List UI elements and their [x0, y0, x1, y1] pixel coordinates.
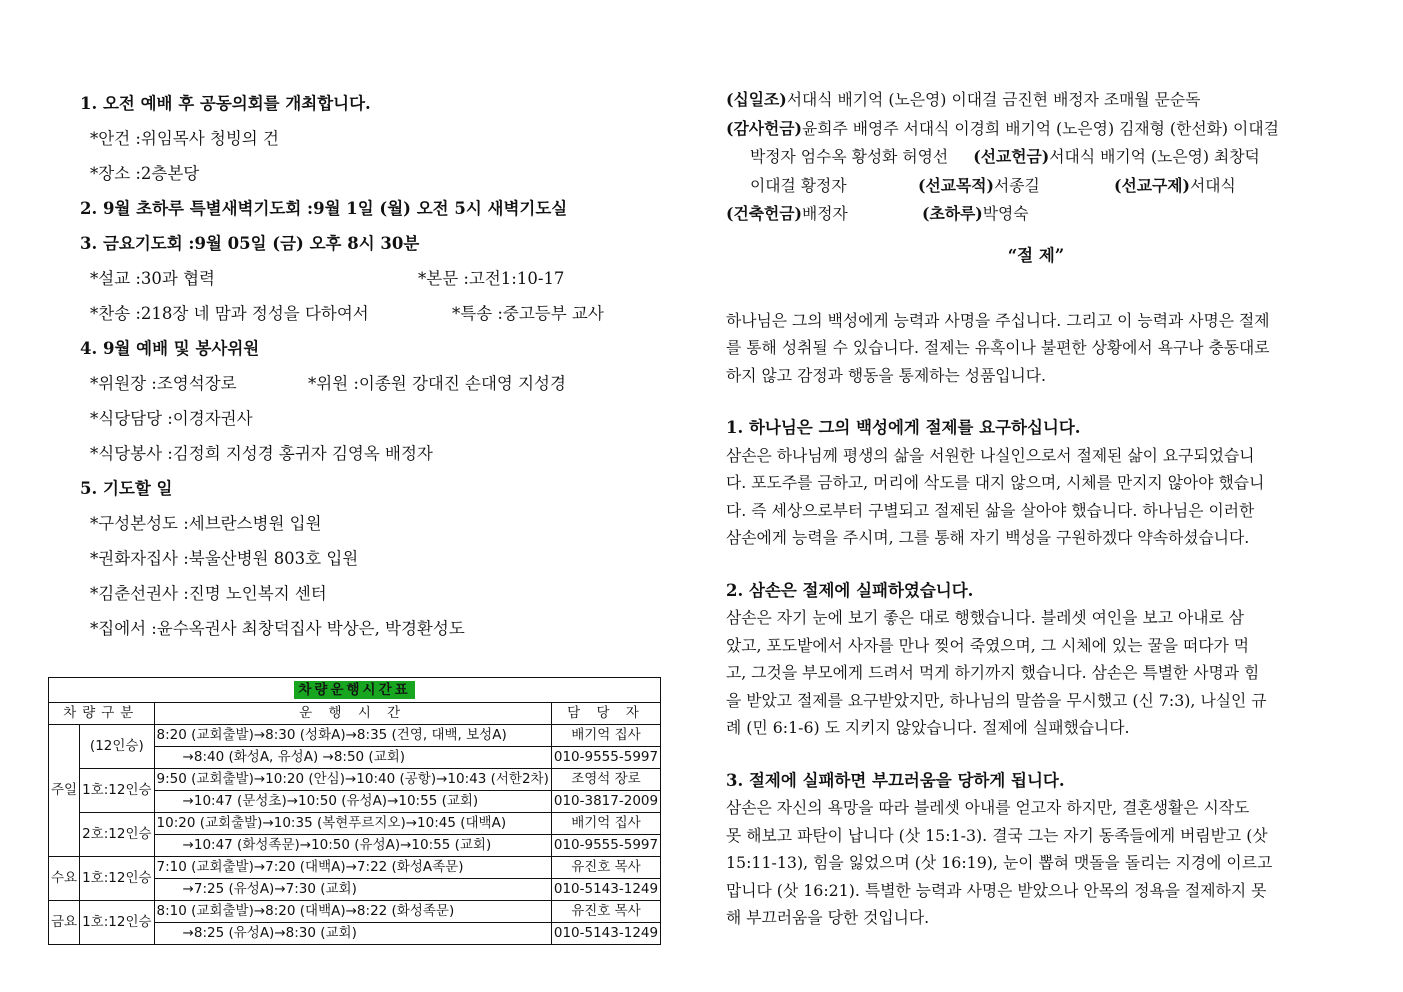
thanks-names: 윤희주 배영주 서대식 이경희 배기억 (노은영) 김재형 (한선화) 이대걸: [802, 118, 1279, 138]
paragraph-line: 다. 포도주를 금하고, 머리에 삭도를 대지 않으며, 시체를 만지지 않아야 했습니: [726, 473, 1265, 492]
vehicle-cell: 2호:12인승: [80, 813, 154, 857]
time-cell: 8:10 (교회출발)→8:20 (대백A)→8:22 (화성족문): [154, 901, 551, 923]
paragraph-line: 해 부끄러움을 당한 것입니다.: [726, 908, 930, 927]
time-cell: →10:47 (문성초)→10:50 (유성A)→10:55 (교회): [154, 791, 551, 813]
section-2-body: [726, 604, 1346, 742]
paragraph-line: 다. 즉 세상으로부터 구별되고 절제된 삶을 살아야 했습니다. 하나님은 이러한: [726, 500, 1255, 520]
kitchen-manager: *식당담당 :이경자권사: [90, 409, 253, 428]
day-wednesday: 수요: [49, 857, 80, 901]
paragraph-line: 삼손은 하나님께 평생의 삶을 서원한 나실인으로서 절제된 삶이 요구되었습니: [726, 445, 1255, 465]
purpose-names: 서종길: [994, 175, 1040, 195]
time-cell: →10:47 (화성족문)→10:50 (유성A)→10:55 (교회): [154, 835, 551, 857]
thanks-line: [726, 115, 1346, 144]
vehicle-cell: 1호:12인승: [80, 857, 154, 901]
paragraph-line: 못 해보고 파탄이 납니다 (삿 15:1-3). 결국 그는 자기 동족들에게 버림받고 (삿: [726, 825, 1268, 845]
table-row: [49, 725, 661, 747]
building-line: [726, 200, 1346, 229]
tithe-line: [726, 86, 1346, 115]
paragraph-line: 았고, 포도밭에서 사자를 만나 찢어 죽였으며, 그 시체에 있는 꿀을 떠다가 먹: [726, 635, 1250, 655]
day-sunday: 주일: [49, 725, 80, 857]
table-header-row: [49, 703, 661, 725]
table-row: [49, 813, 661, 835]
paragraph-line: 을 받았고 절제를 요구받았지만, 하나님의 말씀을 무시했고 (신 7:3), 나실인 규: [726, 690, 1267, 710]
header-time: 운 행 시 간: [154, 703, 551, 725]
firstday-label: (초하루): [922, 204, 983, 223]
section-3-body: [726, 794, 1346, 932]
time-cell: →7:25 (유성A)→7:30 (교회): [154, 879, 551, 901]
table-title-row: [49, 678, 661, 703]
paragraph-line: 15:11-13), 힘을 잃었으며 (삿 16:19), 눈이 뽑혀 맷돌을 돌리는 지경에 이르고: [726, 853, 1273, 872]
building-label: (건축헌금): [726, 204, 802, 223]
section-2-title: 2. 삼손은 절제에 실패하였습니다.: [726, 580, 974, 600]
time-cell: 7:10 (교회출발)→7:20 (대백A)→7:22 (화성A족문): [154, 857, 551, 879]
paragraph-line: 고, 그것을 부모에게 드려서 먹게 하기까지 했습니다. 삼손은 특별한 사명과 힘: [726, 663, 1260, 682]
time-cell: →8:25 (유성A)→8:30 (교회): [154, 923, 551, 945]
relief-names: 서대식: [1190, 175, 1236, 195]
kitchen-servers: *식당봉사 :김정희 지성경 홍귀자 김영옥 배정자: [90, 444, 433, 463]
tithe-names: 서대식 배기억 (노은영) 이대걸 금진현 배정자 조매월 문순독: [786, 90, 1201, 109]
phone-cell: 010-3817-2009: [551, 791, 660, 813]
sermon-intro: [726, 307, 1346, 390]
mission-names: 서대식 배기억 (노은영) 최창덕: [1049, 147, 1260, 166]
paragraph-line: 삼손에게 능력을 주시며, 그를 통해 자기 백성을 구원하겠다 약속하셨습니다.: [726, 528, 1250, 547]
paragraph-line: 맙니다 (삿 16:21). 특별한 능력과 사명은 받았으나 안목의 정욕을 절제하지 못: [726, 880, 1267, 900]
sermon-topic: *설교 :30과 협력: [90, 269, 215, 288]
paragraph-line: 하지 않고 감정과 행동을 통제하는 성품입니다.: [726, 365, 1047, 385]
header-vehicle: 차량구분: [49, 703, 155, 725]
sermon-text: *본문 :고전1:10-17: [418, 269, 565, 288]
vehicle-cell: (12인승): [80, 725, 154, 769]
time-cell: 10:20 (교회출발)→10:35 (복현푸르지오)→10:45 (대백A): [154, 813, 551, 835]
prayer-item-4: *집에서 :윤수옥권사 최창덕집사 박상은, 박경환성도: [90, 619, 465, 638]
right-column: [726, 86, 1346, 932]
phone-cell: 010-5143-1249: [551, 923, 660, 945]
person-cell: 유진호 목사: [551, 857, 660, 879]
table-row: [49, 857, 661, 879]
agenda-line: *안건 :위임목사 청빙의 건: [90, 129, 279, 148]
paragraph-line: 례 (민 6:1-6) 도 지키지 않았습니다. 절제에 실패했습니다.: [726, 718, 1130, 737]
table-row: [49, 769, 661, 791]
prayer-item-2: *권화자집사 :북울산병원 803호 입원: [90, 549, 359, 568]
mission-names-2: 이대걸 황정자: [750, 175, 847, 195]
announcements: [80, 86, 660, 646]
sermon-info-line: [80, 261, 660, 296]
person-cell: 배기억 집사: [551, 725, 660, 747]
announcement-5: 5. 기도할 일: [80, 479, 173, 498]
paragraph-line: 삼손은 자기 눈에 보기 좋은 대로 행했습니다. 블레셋 여인을 보고 아내로 삼: [726, 608, 1245, 627]
phone-cell: 010-9555-5997: [551, 747, 660, 769]
person-cell: 조영석 장로: [551, 769, 660, 791]
committee-line: [80, 366, 660, 401]
prayer-item-3: *김춘선권사 :진명 노인복지 센터: [90, 584, 327, 603]
special-song: *특송 :중고등부 교사: [452, 304, 604, 323]
announcement-2: 2. 9월 초하루 특별새벽기도회 :9월 1일 (월) 오전 5시 새벽기도실: [80, 199, 568, 218]
paragraph-line: 삼손은 자신의 욕망을 따라 블레셋 아내를 얻고자 하지만, 결혼생활은 시작도: [726, 798, 1250, 817]
phone-cell: 010-9555-5997: [551, 835, 660, 857]
table-title: 차량운행시간표: [294, 681, 414, 699]
announcement-4: 4. 9월 예배 및 봉사위원: [80, 339, 260, 358]
tithe-label: (십일조): [726, 90, 787, 109]
sermon-title: “절 제”: [1007, 245, 1065, 265]
vehicle-cell: 1호:12인승: [80, 769, 154, 813]
paragraph-line: 를 통해 성취될 수 있습니다. 절제는 유혹이나 불편한 상황에서 욕구나 충동대로: [726, 338, 1270, 357]
hymn: *찬송 :218장 네 맘과 정성을 다하여서: [90, 304, 369, 323]
section-3-title: 3. 절제에 실패하면 부끄러움을 당하게 됩니다.: [726, 770, 1065, 790]
time-cell: 9:50 (교회출발)→10:20 (안심)→10:40 (공항)→10:43 (서한2차): [154, 769, 551, 791]
section-1-title: 1. 하나님은 그의 백성에게 절제를 요구하십니다.: [726, 418, 1081, 437]
vehicle-schedule-table: [48, 677, 661, 945]
day-friday: 금요: [49, 901, 80, 945]
time-cell: →8:40 (화성A, 유성A) →8:50 (교회): [154, 747, 551, 769]
building-names: 배정자: [802, 204, 848, 223]
person-cell: 유진호 목사: [551, 901, 660, 923]
vehicle-cell: 1호:12인승: [80, 901, 154, 945]
place-line: *장소 :2층본당: [90, 164, 200, 183]
thanks-names-2: 박정자 엄수옥 황성화 허영선: [750, 147, 949, 166]
relief-group: [1114, 172, 1236, 201]
time-cell: 8:20 (교회출발)→8:30 (성화A)→8:35 (건영, 대백, 보성A): [154, 725, 551, 747]
relief-label: (선교구제): [1114, 175, 1190, 195]
purpose-group: [918, 172, 1040, 201]
hymn-line: [80, 296, 660, 331]
announcement-1: 1. 오전 예배 후 공동의회를 개최합니다.: [80, 94, 371, 113]
purpose-label: (선교목적): [918, 175, 994, 195]
phone-cell: 010-5143-1249: [551, 879, 660, 901]
mission-label: (선교헌금): [973, 147, 1050, 166]
section-1-body: [726, 442, 1346, 552]
mission-line-2: [726, 172, 1346, 201]
thanks-line-2: [726, 143, 1346, 172]
firstday-names: 박영숙: [982, 204, 1029, 223]
offerings: [726, 86, 1346, 229]
person-cell: 배기억 집사: [551, 813, 660, 835]
committee-chair: *위원장 :조영석장로: [90, 374, 237, 393]
committee-members: *위원 :이종원 강대진 손대영 지성경: [308, 374, 566, 393]
table-row: [49, 901, 661, 923]
prayer-item-1: *구성본성도 :세브란스병원 입원: [90, 514, 322, 533]
thanks-label: (감사헌금): [726, 118, 802, 138]
announcement-3: 3. 금요기도회 :9월 05일 (금) 오후 8시 30분: [80, 234, 420, 253]
paragraph-line: 하나님은 그의 백성에게 능력과 사명을 주십니다. 그리고 이 능력과 사명은 절제: [726, 310, 1270, 330]
firstday-group: [922, 200, 1029, 229]
header-person: 담 당 자: [551, 703, 660, 725]
